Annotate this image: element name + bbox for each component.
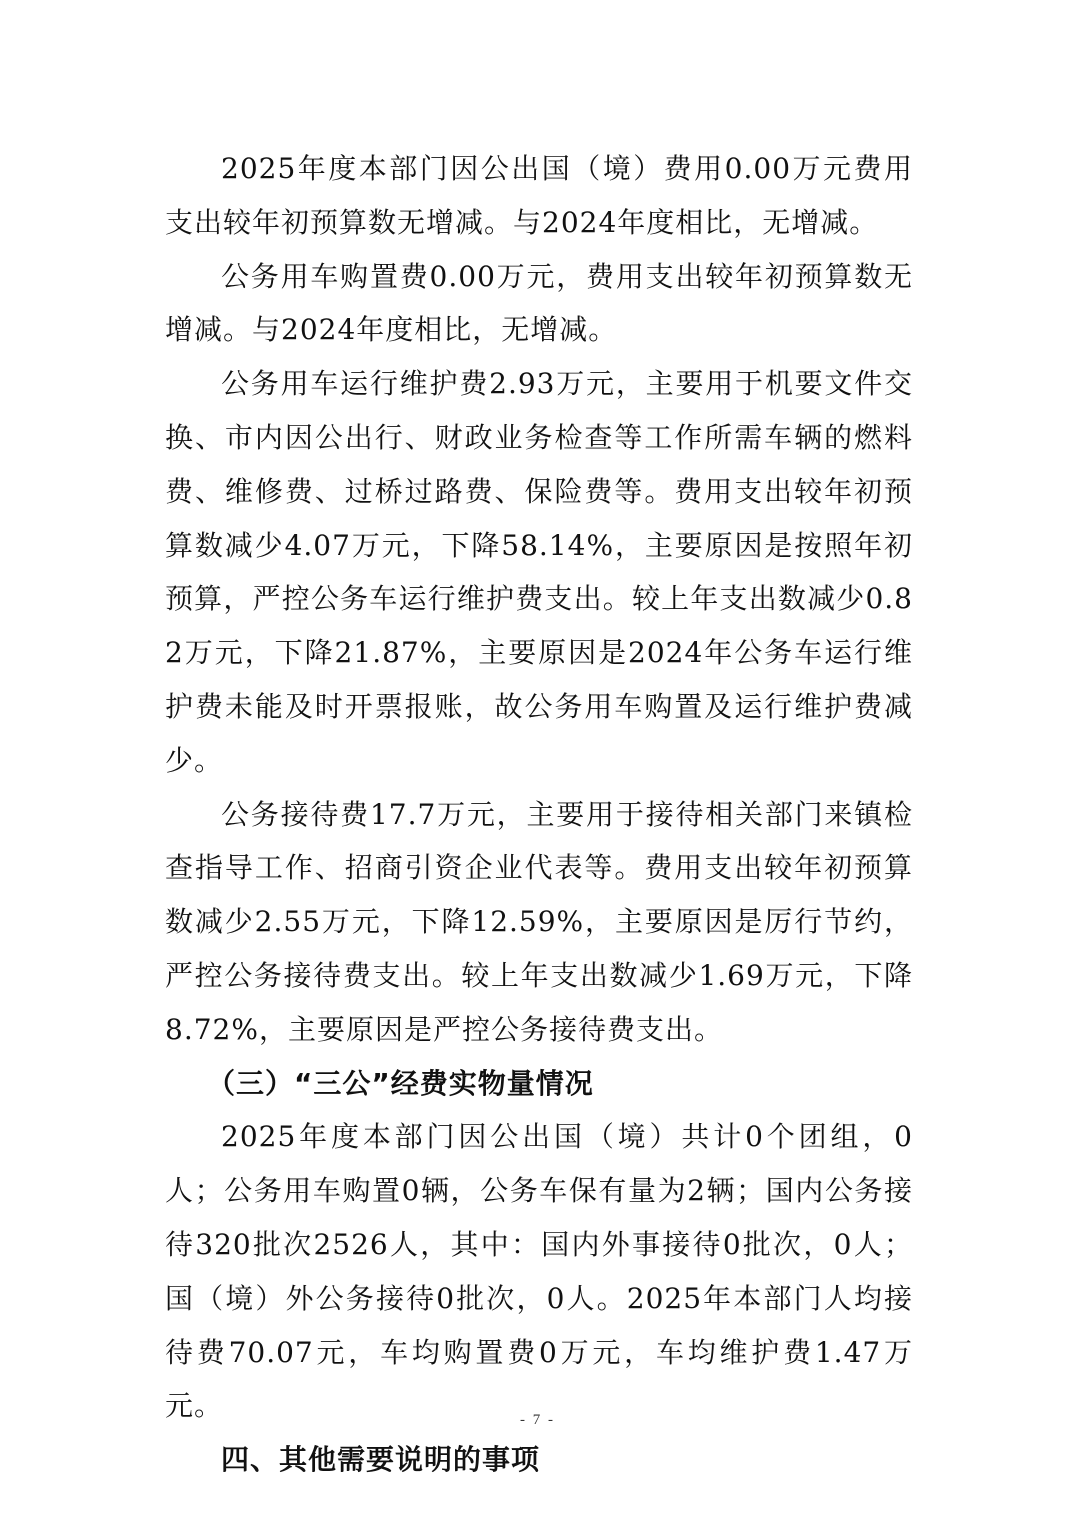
paragraph-overseas-travel-expense: 2025年度本部门因公出国（境）费用0.00万元费用支出较年初预算数无增减。与2024年度相比，无增减。: [165, 152, 913, 239]
paragraph-physical-quantity: 2025年度本部门因公出国（境）共计0个团组，0人；公务用车购置0辆，公务车保有量为2辆；国内公务接待320批次2526人，其中：国内外事接待0批次，0人；国（境）外公务接待0批次，0人。2025年本部门人均接待费70.07元，车均购置费0万元，车均维护费1.47万元。: [165, 1120, 913, 1423]
paragraph-vehicle-purchase-expense: 公务用车购置费0.00万元，费用支出较年初预算数无增减。与2024年度相比，无增减。: [165, 259, 913, 347]
page-number: - 7 -: [520, 1412, 555, 1428]
subheading-physical-quantity: （三）“三公”经费实物量情况: [207, 1066, 594, 1100]
paragraph-reception-expense: 公务接待费17.7万元，主要用于接待相关部门来镇检查指导工作、招商引资企业代表等。费用支出较年初预算数减少2.55万元，下降12.59%，主要原因是厉行节约，严控公务接待费支出。较上年支出数减少1.69万元，下降8.72%，主要原因是严控公务接待费支出。: [165, 797, 913, 1046]
paragraph-vehicle-maintenance-expense: 公务用车运行维护费2.93万元，主要用于机要文件交换、市内因公出行、财政业务检查等工作所需车辆的燃料费、维修费、过桥过路费、保险费等。费用支出较年初预算数减少4.07万元，下降58.14%，主要原因是按照年初预算，严控公务车运行维护费支出。较上年支出数减少0.82万元，下降21.87%，主要原因是2024年公务车运行维护费未能及时开票报账，故公务用车购置及运行维护费减少。: [165, 367, 913, 777]
document-body: [165, 142, 913, 1487]
section-heading-other-matters: 四、其他需要说明的事项: [221, 1443, 541, 1477]
